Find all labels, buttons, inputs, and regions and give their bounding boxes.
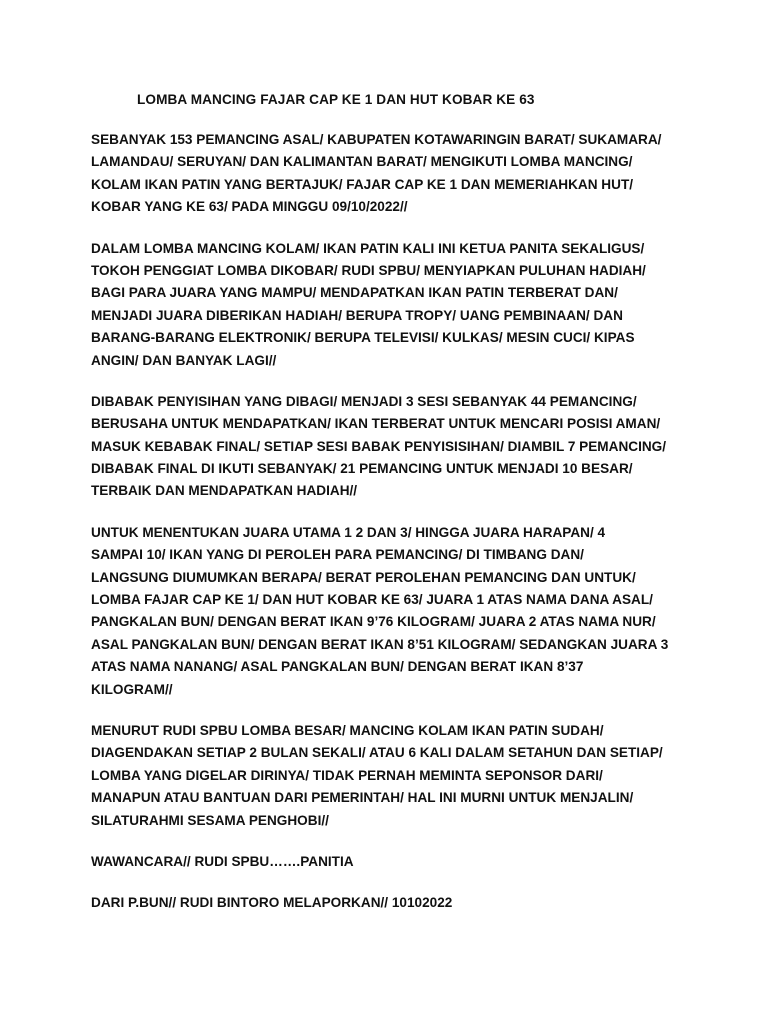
document-body: [91, 129, 711, 934]
paragraph-byline: [91, 892, 711, 914]
text-line: KOBAR YANG KE 63/ PADA MINGGU 09/10/2022//: [91, 199, 408, 215]
text-line: LAMANDAU/ SERUYAN/ DAN KALIMANTAN BARAT/ MENGIKUTI LOMBA MANCING/: [91, 154, 633, 170]
text-line: DALAM LOMBA MANCING KOLAM/ IKAN PATIN KALI INI KETUA PANITA SEKALIGUS/: [91, 240, 645, 256]
paragraph-qualifying-round: [91, 391, 711, 503]
text-line: KOLAM IKAN PATIN YANG BERTAJUK/ FAJAR CAP KE 1 DAN MEMERIAHKAN HUT/: [91, 176, 634, 192]
text-line: LOMBA YANG DIGELAR DIRINYA/ TIDAK PERNAH MEMINTA SEPONSOR DARI/: [91, 767, 603, 783]
document-title: LOMBA MANCING FAJAR CAP KE 1 DAN HUT KOBAR KE 63: [137, 92, 535, 107]
text-line: KILOGRAM//: [91, 681, 173, 697]
paragraph-prizes: [91, 238, 711, 372]
text-line: TERBAIK DAN MENDAPATKAN HADIAH//: [91, 483, 358, 499]
text-line: DIAGENDAKAN SETIAP 2 BULAN SEKALI/ ATAU 6 KALI DALAM SETAHUN DAN SETIAP/: [91, 745, 663, 761]
text-line: ASAL PANGKALAN BUN/ DENGAN BERAT IKAN 8’51 KILOGRAM/ SEDANGKAN JUARA 3: [91, 636, 669, 652]
text-line: BAGI PARA JUARA YANG MAMPU/ MENDAPATKAN IKAN PATIN TERBERAT DAN/: [91, 285, 618, 301]
text-line: BARANG-BARANG ELEKTRONIK/ BERUPA TELEVISI/ KULKAS/ MESIN CUCI/ KIPAS: [91, 330, 635, 346]
text-line: ANGIN/ DAN BANYAK LAGI//: [91, 352, 277, 368]
text-line: ATAS NAMA NANANG/ ASAL PANGKALAN BUN/ DENGAN BERAT IKAN 8’37: [91, 659, 584, 675]
text-line: LANGSUNG DIUMUMKAN BERAPA/ BERAT PEROLEHAN PEMANCING DAN UNTUK/: [91, 569, 636, 585]
text-line: UNTUK MENENTUKAN JUARA UTAMA 1 2 DAN 3/ HINGGA JUARA HARAPAN/ 4: [91, 524, 606, 540]
text-line: SEBANYAK 153 PEMANCING ASAL/ KABUPATEN KOTAWARINGIN BARAT/ SUKAMARA/: [91, 132, 662, 147]
text-line: MENURUT RUDI SPBU LOMBA BESAR/ MANCING KOLAM IKAN PATIN SUDAH/: [91, 722, 604, 738]
text-line: DIBABAK PENYISIHAN YANG DIBAGI/ MENJADI 3 SESI SEBANYAK 44 PEMANCING/: [91, 393, 637, 409]
paragraph-winners: [91, 522, 711, 701]
text-line: SILATURAHMI SESAMA PENGHOBI//: [91, 812, 329, 828]
text-line: DARI P.BUN// RUDI BINTORO MELAPORKAN// 10102022: [91, 895, 453, 911]
paragraph-participants: [91, 129, 711, 219]
text-line: WAWANCARA// RUDI SPBU…….PANITIA: [91, 853, 354, 869]
text-line: DIBABAK FINAL DI IKUTI SEBANYAK/ 21 PEMANCING UNTUK MENJADI 10 BESAR/: [91, 461, 633, 477]
text-line: MENJADI JUARA DIBERIKAN HADIAH/ BERUPA TROPY/ UANG PEMBINAAN/ DAN: [91, 307, 623, 323]
paragraph-interview: [91, 851, 711, 873]
text-line: MASUK KEBABAK FINAL/ SETIAP SESI BABAK PENYISISIHAN/ DIAMBIL 7 PEMANCING/: [91, 438, 667, 454]
text-line: SAMPAI 10/ IKAN YANG DI PEROLEH PARA PEMANCING/ DI TIMBANG DAN/: [91, 547, 584, 563]
paragraph-organizer-statement: [91, 720, 711, 832]
text-line: TOKOH PENGGIAT LOMBA DIKOBAR/ RUDI SPBU/ MENYIAPKAN PULUHAN HADIAH/: [91, 262, 646, 278]
text-line: BERUSAHA UNTUK MENDAPATKAN/ IKAN TERBERAT UNTUK MENCARI POSISI AMAN/: [91, 416, 661, 432]
text-line: MANAPUN ATAU BANTUAN DARI PEMERINTAH/ HAL INI MURNI UNTUK MENJALIN/: [91, 790, 634, 806]
text-line: LOMBA FAJAR CAP KE 1/ DAN HUT KOBAR KE 63/ JUARA 1 ATAS NAMA DANA ASAL/: [91, 592, 653, 608]
text-line: PANGKALAN BUN/ DENGAN BERAT IKAN 9’76 KILOGRAM/ JUARA 2 ATAS NAMA NUR/: [91, 614, 656, 630]
